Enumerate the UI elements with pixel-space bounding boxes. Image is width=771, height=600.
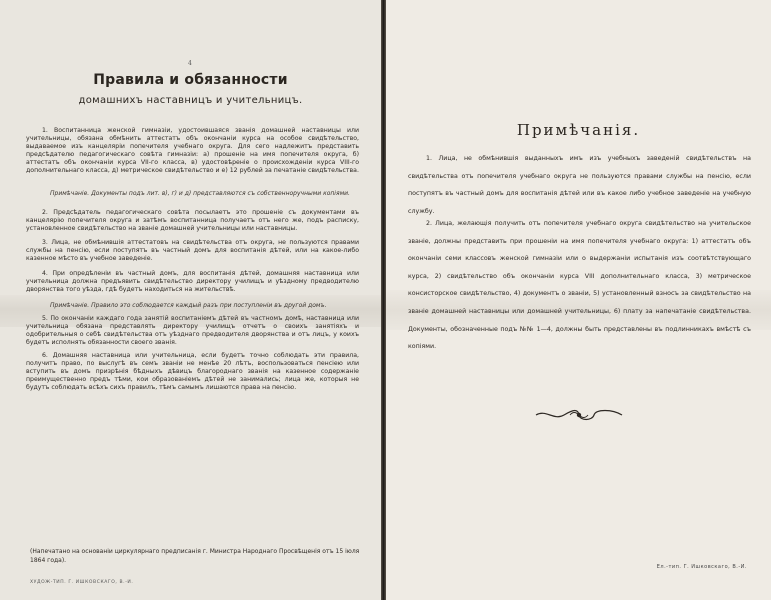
rule-paragraph-2: 2. Предсѣдатель педагогическаго совѣта посылаетъ это прошеніе съ документами въ канцелярію попечителя округа и затѣмъ воспитанница получаетъ отъ него же, подъ расписку, установленное свидѣтельство на званіе домашней учительницы или наставницы. <box>26 209 359 232</box>
rule-note-4: Примѣчаніе. Правило это соблюдается каждый разъ при поступленіи въ другой домъ. <box>50 302 327 309</box>
printer-imprint: ХУДОЖ-ТИП. Г. ИШКОВСКАГО, В.-И. <box>30 580 134 585</box>
rules-title: Правила и обязанности <box>93 72 288 88</box>
rule-paragraph-4: 4. При опредѣленіи въ частный домъ, для воспитанія дѣтей, домашняя наставница или учительница должна предъявить свидѣтельство директору училищъ и уѣздному предводителю дворянства того уѣзда, гдѣ будетъ находиться на жительствѣ. <box>26 270 359 293</box>
rule-paragraph-1: 1. Воспитанница женской гимназіи, удостоившаяся званія домашней наставницы или учительницы, обязана обмѣнить аттестатъ объ окончаніи курса на особое свидѣтельство, выдаваемое изъ канцеляріи попечителя учебнаго округа. Для сего надлежитъ представить предсѣдателю педагогическаго совѣта гимназіи: а) прошеніе на имя попечителя округа, б) аттестатъ объ окончаніи курса VII-го класса, в) удостовѣреніе о происхожденіи курса VIII-го дополнительнаго класса, д) метрическое свидѣтельство и е) 12 рублей за печатаніе свидѣтельства. <box>26 127 359 174</box>
rules-subtitle: домашнихъ наставницъ и учительницъ. <box>78 95 303 106</box>
right-page <box>386 0 771 600</box>
notes-title: Примѣчанія. <box>516 121 641 139</box>
rule-note-1: Примѣчаніе. Документы подъ лит. в), г) и д) представляются съ собственноручными копіями. <box>50 190 350 197</box>
rule-paragraph-6: 6. Домашняя наставница или учительница, если будетъ точно соблюдать эти правила, получитъ право, по выслугѣ въ семъ званіи не менѣе 20 лѣтъ, воспользоваться пенсіею или вступить въ домъ призрѣнія бѣдныхъ дѣвицъ благороднаго званія на казенное содержаніе преимущественно предъ тѣми, кои образованіемъ дѣтей не занимались; лица же, которыя не будутъ соблюдать всѣхъ сихъ правилъ, тѣмъ самымъ лишаются права на пенсію. <box>26 352 359 391</box>
page-number: 4 <box>188 60 192 67</box>
rule-paragraph-3: 3. Лица, не обмѣнившія аттестатовъ на свидѣтельства отъ округа, не пользуются правами службы на пенсію, если поступятъ въ частный домъ для воспитанія дѣтей, или на какое-либо казенное мѣсто въ учебное заведеніе. <box>26 239 359 262</box>
printer-imprint: Ел.-тип. Г. Ишковскаго, В.-И. <box>656 564 747 570</box>
note-paragraph-2: 2. Лица, желающія получить отъ попечителя учебнаго округа свидѣтельство на учительское званіе, должны представить при прошеніи на имя попечителя учебнаго округа: 1) аттестатъ объ окончаніи семи классовъ женской гимназіи или о выдержаніи испытанія изъ соотвѣтствующаго курса, 2) свидѣтельство объ окончаніи курса VIII дополнительнаго класса, 3) метрическое консисторское свидѣтельство, 4) документъ о званіи, 5) установленный взносъ за свидѣтельство на званіе домашней наставницы или домашней учительницы, 6) плату за напечатаніе свидѣтельства. Документы, обозначенные подъ №№ 1—4, должны быть представлены въ подлинникахъ вмѣстѣ съ копіями. <box>408 220 751 351</box>
footer-note: (Напечатано на основаніи циркулярнаго предписанія г. Министра Народнаго Просвѣщенія отъ 15 іюля 1864 года). <box>30 548 360 564</box>
rule-paragraph-5: 5. По окончаніи каждаго года занятій воспитаніемъ дѣтей въ частномъ домѣ, наставница или учительница обязана представлять директору училищъ отчетъ о своихъ занятіяхъ и одобрительныя о себѣ свидѣтельства отъ уѣзднаго предводителя дворянства и отъ лицъ, у коихъ будетъ исполнять обязанности своего званія. <box>26 315 359 346</box>
left-page <box>0 0 381 600</box>
ornament-divider-icon <box>534 408 624 422</box>
note-paragraph-1: 1. Лица, не обмѣнившія выданныхъ имъ изъ учебныхъ заведеній свидѣтельствъ на свидѣтельства отъ попечителя учебнаго округа не пользуются правами службы на пенсію, если поступятъ въ частный домъ для воспитанія дѣтей или въ какое либо учебное заведеніе на учебную службу. <box>408 155 751 215</box>
